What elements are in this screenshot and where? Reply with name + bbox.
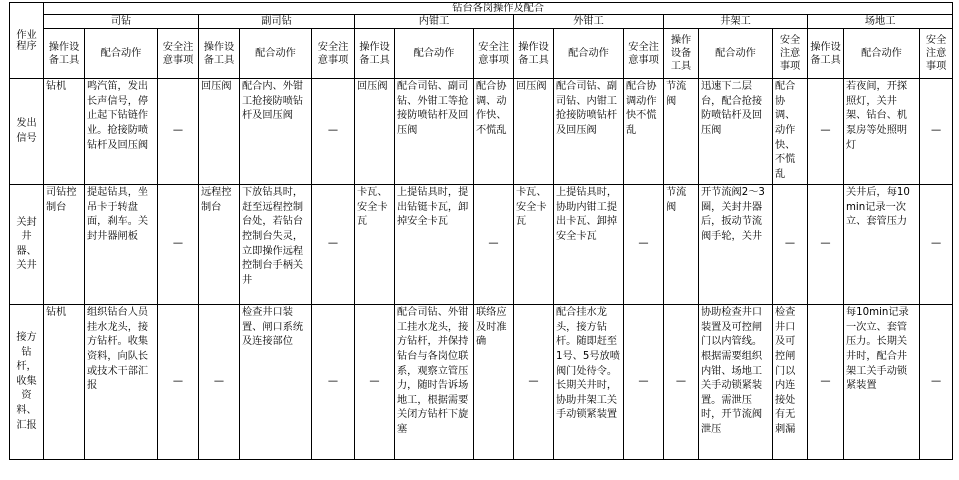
tool-cell: — — [514, 305, 554, 460]
coordination-cell: 配合内、外钳工抢接防喷钻杆及回压阀 — [240, 79, 312, 185]
tool-cell: 钻机 — [44, 305, 85, 460]
coordination-cell: 迅速下二层台，配合抢接防喷钻杆及回压阀 — [699, 79, 773, 185]
role-header-site-worker: 场地工 — [808, 15, 953, 29]
subheader-safety: 安全注意事项 — [312, 29, 355, 79]
safety-cell: — — [158, 185, 199, 305]
coordination-cell: 下放钻具时，赶至远程控制台处，若钻台控制台失灵，立即操作远程控制台手柄关井 — [240, 185, 312, 305]
coordination-cell: 协助检查井口装置及可控闸门以内管线。根据需要组织内钳、场地工关手动锁紧装置。需泄压时，开节流阀泄压 — [699, 305, 773, 460]
coordination-cell: 检查井口装置、闸口系统及连接部位 — [240, 305, 312, 460]
tool-cell: — — [355, 305, 395, 460]
subheader-tool: 操作设备工具 — [514, 29, 554, 79]
safety-cell: — — [773, 185, 808, 305]
subheader-safety: 安全注意事项 — [773, 29, 808, 79]
subheader-tool: 操作设备工具 — [199, 29, 240, 79]
coordination-cell: 组织钻台人员挂水龙头，接方钻杆。收集资料，向队长或技术干部汇报 — [85, 305, 158, 460]
phase-cell: 关封井器、关井 — [10, 185, 44, 305]
safety-cell: — — [920, 305, 953, 460]
phase-cell: 发出信号 — [10, 79, 44, 185]
tool-cell: — — [664, 305, 699, 460]
subheader-safety: 安全注意事项 — [474, 29, 514, 79]
coordination-cell: 配合挂水龙头，接方钻杆。随即赶至1号、5号放喷阀门处待令。长期关井时，协助井架工关手动锁紧装置 — [554, 305, 624, 460]
subheader-coordination: 配合动作 — [395, 29, 474, 79]
coordination-cell: 关井后，每10min记录一次立、套管压力 — [844, 185, 920, 305]
safety-cell: — — [312, 305, 355, 460]
tool-cell: — — [199, 305, 240, 460]
tool-cell: 钻机 — [44, 79, 85, 185]
coordination-cell: 配合司钻、副司钻、外钳工等抢接防喷钻杆及回压阀 — [395, 79, 474, 185]
tool-cell: — — [808, 79, 844, 185]
safety-cell: 联络应及时准确 — [474, 305, 514, 460]
subheader-coordination: 配合动作 — [699, 29, 773, 79]
tool-cell: — — [808, 305, 844, 460]
safety-cell: — — [158, 305, 199, 460]
coordination-cell: 配合司钻、外钳工挂水龙头，接方钻杆，并保持钻台与各岗位联系，观察立管压力，随时告诉场地工，根据需要关闭方钻杆下旋塞 — [395, 305, 474, 460]
tool-cell: 司钻控制台 — [44, 185, 85, 305]
subheader-coordination: 配合动作 — [240, 29, 312, 79]
tool-cell: 卡瓦、安全卡瓦 — [514, 185, 554, 305]
safety-cell: — — [624, 185, 664, 305]
safety-cell: — — [920, 79, 953, 185]
tool-cell: 节流阀 — [664, 79, 699, 185]
subheader-safety: 安全注意事项 — [624, 29, 664, 79]
coordination-cell: 上提钻具时，协助内钳工提出卡瓦、卸掉安全卡瓦 — [554, 185, 624, 305]
safety-cell: — — [158, 79, 199, 185]
coordination-cell: 配合司钻、副司钻、内钳工抢接防喷钻杆及回压阀 — [554, 79, 624, 185]
subheader-safety: 安全注意事项 — [158, 29, 199, 79]
tool-cell: 回压阀 — [199, 79, 240, 185]
safety-cell: — — [474, 185, 514, 305]
well-control-operations-table — [9, 2, 953, 460]
role-header-assistant-driller: 副司钻 — [199, 15, 355, 29]
safety-cell: — — [312, 79, 355, 185]
tool-cell: 远程控制台 — [199, 185, 240, 305]
safety-cell: 配合协调、动作快、不慌乱 — [474, 79, 514, 185]
role-header-derrickman: 井架工 — [664, 15, 808, 29]
tool-cell: 节流阀 — [664, 185, 699, 305]
coordination-cell: 若夜间，开探照灯，关井架、钻台、机泵房等处照明灯 — [844, 79, 920, 185]
tool-cell: — — [808, 185, 844, 305]
role-header-outer-floorman: 外钳工 — [514, 15, 664, 29]
subheader-tool: 操作设备工具 — [355, 29, 395, 79]
safety-cell: — — [920, 185, 953, 305]
table-row — [10, 79, 953, 185]
role-header-inner-floorman: 内钳工 — [355, 15, 514, 29]
safety-cell: — — [312, 185, 355, 305]
header-row-roles — [10, 15, 953, 29]
table-row — [10, 305, 953, 460]
coordination-cell: 提起钻具，坐吊卡于转盘面，刹车。关封井器闸板 — [85, 185, 158, 305]
subheader-tool: 操作设备工具 — [664, 29, 699, 79]
subheader-tool: 操作设备工具 — [808, 29, 844, 79]
safety-cell: — — [624, 305, 664, 460]
column-header-stage: 作业程序 — [10, 3, 44, 79]
tool-cell: 回压阀 — [355, 79, 395, 185]
subheader-coordination: 配合动作 — [554, 29, 624, 79]
table-row — [10, 185, 953, 305]
coordination-cell: 鸣汽笛，发出长声信号，停止起下钻链作业。抢接防喷钻杆及回压阀 — [85, 79, 158, 185]
subheader-coordination: 配合动作 — [85, 29, 158, 79]
tool-cell: 回压阀 — [514, 79, 554, 185]
header-row-main — [10, 3, 953, 15]
safety-cell: 配合协调、动作快、不慌乱 — [773, 79, 808, 185]
header-row-subcolumns — [10, 29, 953, 79]
tool-cell: 卡瓦、安全卡瓦 — [355, 185, 395, 305]
coordination-cell: 每10min记录一次立、套管压力。长期关井时，配合井架工关手动锁紧装置 — [844, 305, 920, 460]
coordination-cell: 开节流阀2～3圈，关封井器后，扳动节流阀手轮，关井 — [699, 185, 773, 305]
subheader-safety: 安全注意事项 — [920, 29, 953, 79]
subheader-tool: 操作设备工具 — [44, 29, 85, 79]
coordination-cell: 上提钻具时，提出钻铤卡瓦，卸掉安全卡瓦 — [395, 185, 474, 305]
phase-cell: 接方钻杆，收集资料、汇报 — [10, 305, 44, 460]
role-header-driller: 司钻 — [44, 15, 199, 29]
safety-cell: 检查井口及可控闸门以内连接处有无刺漏 — [773, 305, 808, 460]
safety-cell: 配合协调动作快不慌乱 — [624, 79, 664, 185]
table-title: 钻台各岗操作及配合 — [44, 3, 953, 15]
subheader-coordination: 配合动作 — [844, 29, 920, 79]
